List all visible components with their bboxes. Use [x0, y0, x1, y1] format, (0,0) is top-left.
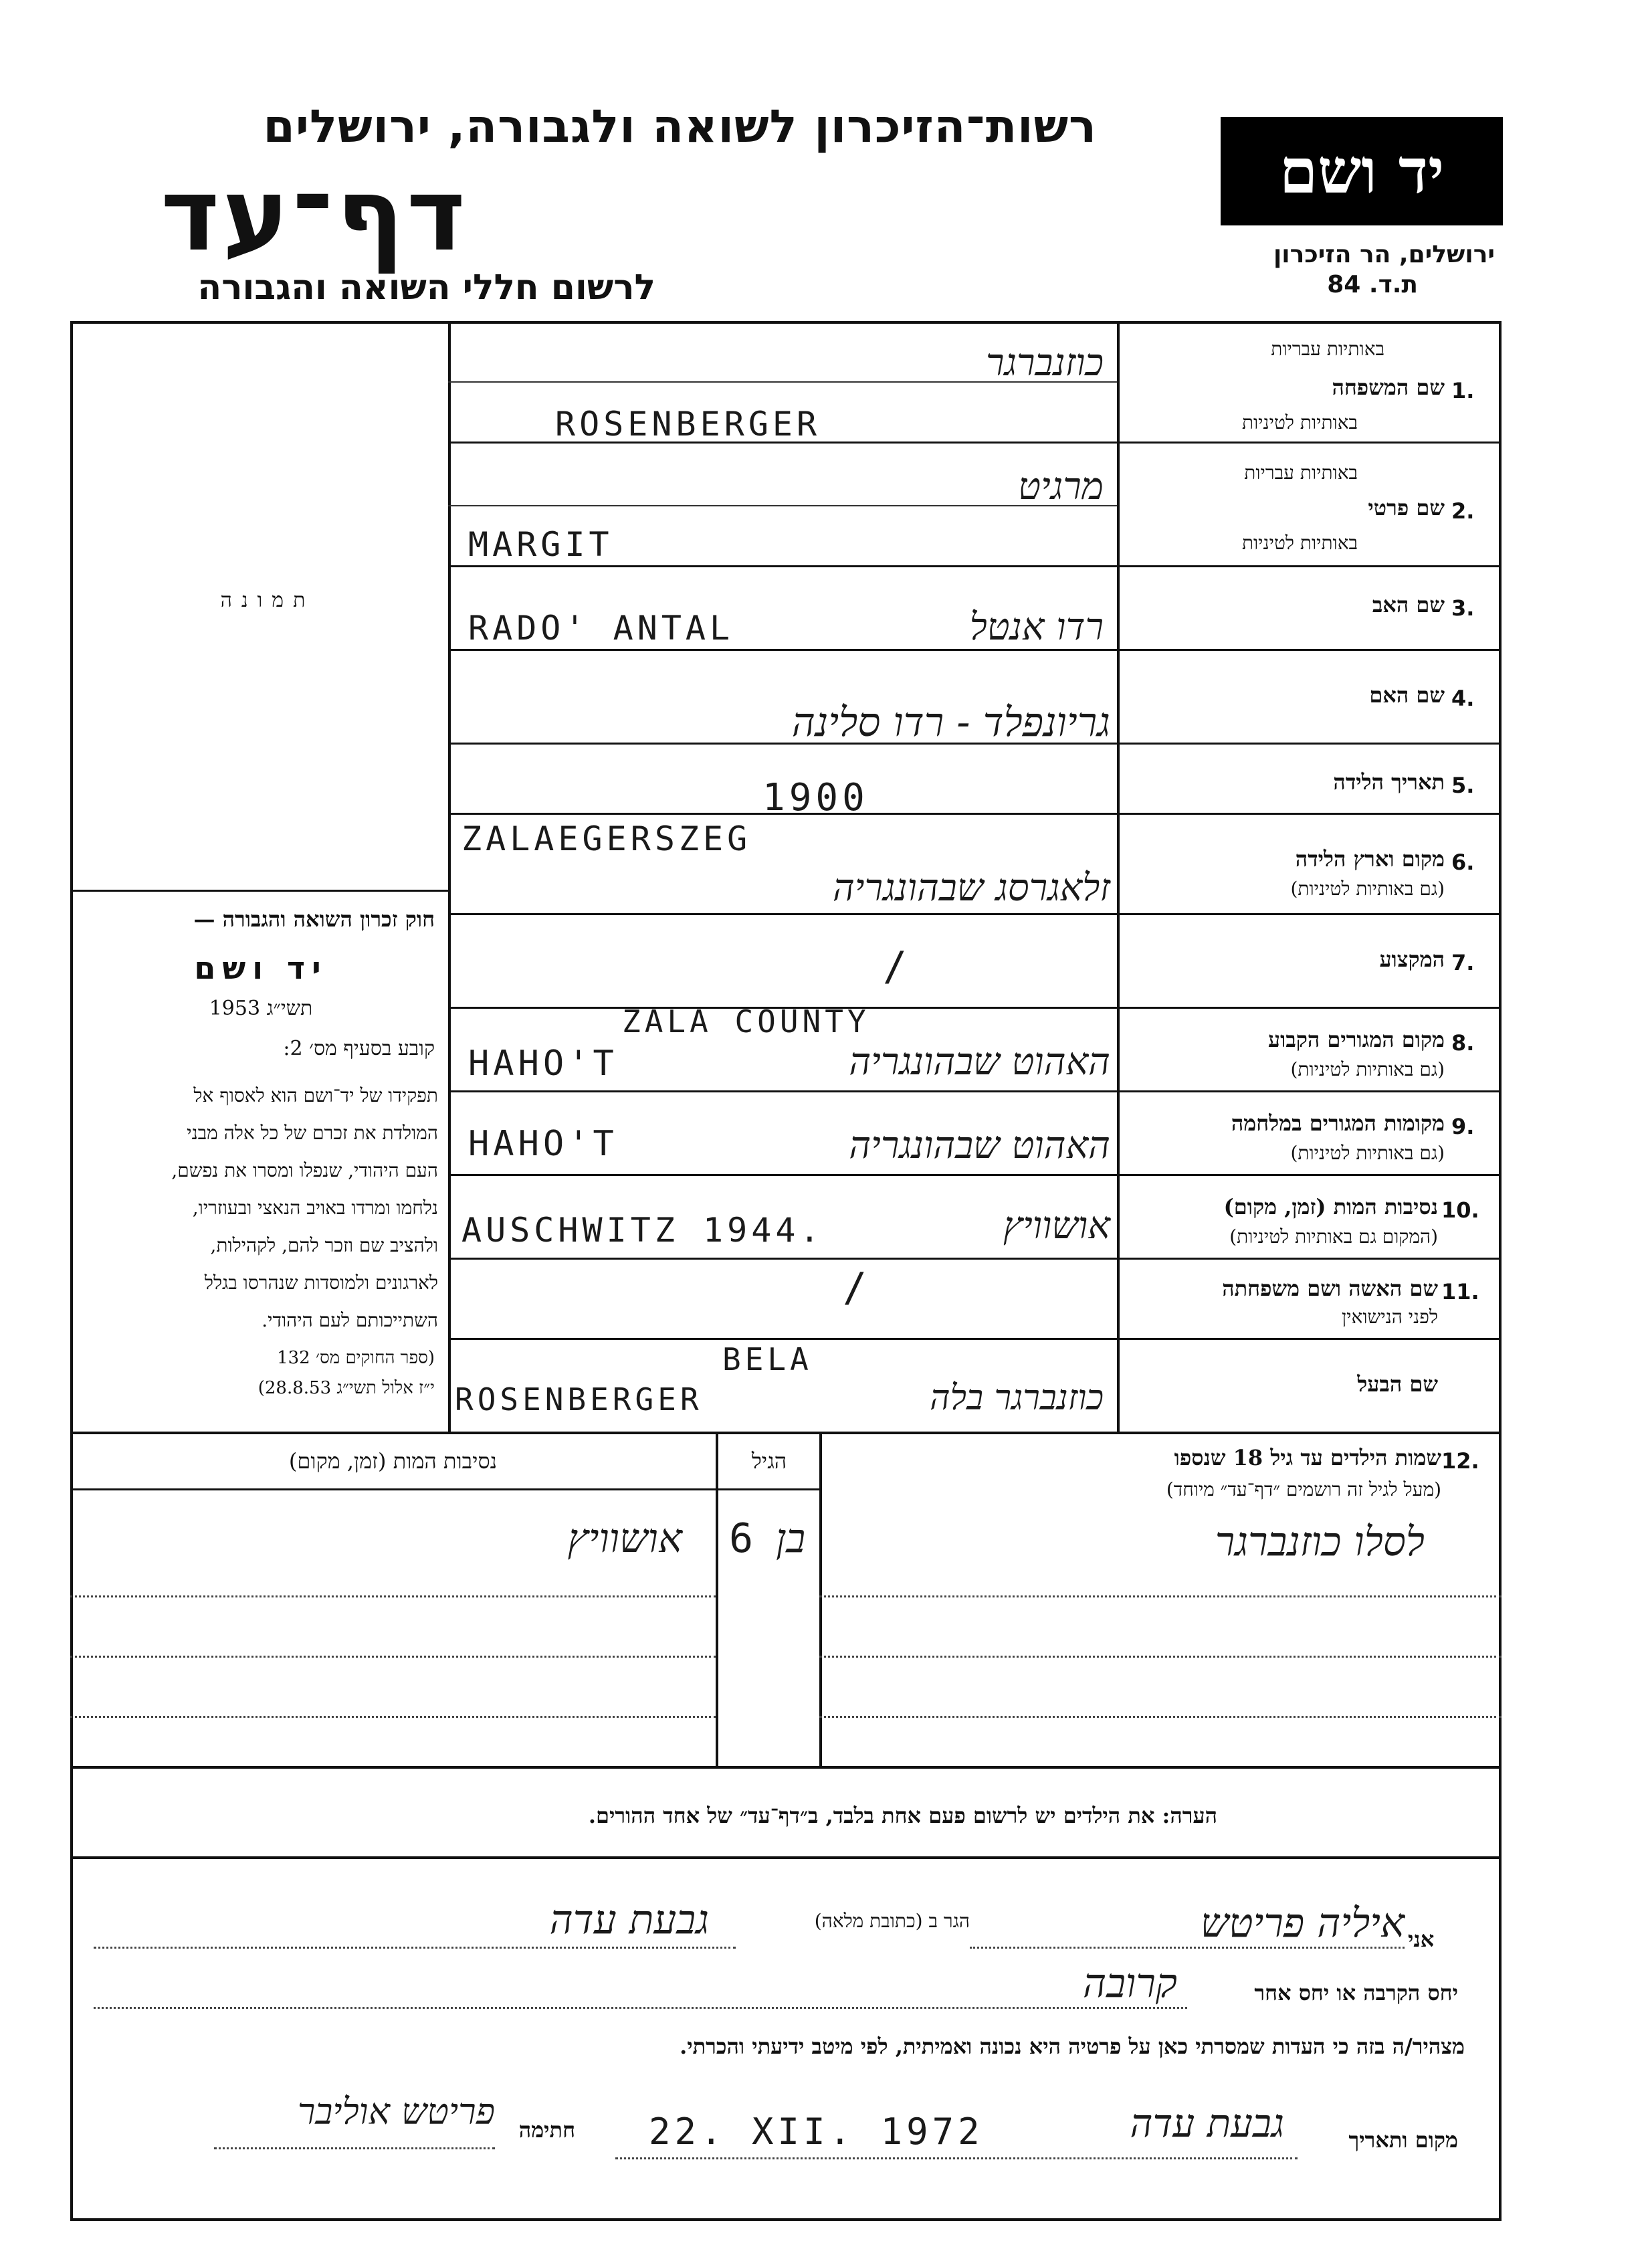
declaration-date: 22. XII. 1972	[649, 2111, 984, 2153]
value-father-name-hebrew: רדו אנטל	[969, 605, 1104, 649]
children-row-line	[819, 1595, 1502, 1597]
child-death: אושוויץ	[567, 1515, 682, 1562]
row-number-8: 8.	[1451, 1030, 1475, 1056]
law-line: השתייכותם לעם היהודי.	[262, 1309, 438, 1331]
child-name: לסלו כוזנברגר	[1215, 1519, 1425, 1565]
value-wife-maiden-name: /	[843, 1264, 871, 1311]
death-header: נסיבות המות (זמן, מקום)	[288, 1448, 498, 1474]
value-birth-place-latin: ZALAEGERSZEG	[461, 819, 752, 858]
row-number-1: 1.	[1451, 378, 1475, 403]
label-mother-name: שם האם	[1369, 682, 1445, 708]
row-number-2: 2.	[1451, 498, 1475, 524]
law-line: ולהציב שם וזכר להם, לקהילות,	[210, 1234, 438, 1256]
child-age-unit: בן	[776, 1515, 806, 1562]
value-profession: /	[883, 943, 912, 990]
children-table-bottom	[70, 1766, 1502, 1769]
note-divider	[70, 1856, 1502, 1859]
value-wartime-residence-hebrew: האהוט שבהונגריה	[849, 1124, 1110, 1167]
children-row-line	[819, 1656, 1502, 1658]
latin-letters-tag: באותיות לטיניות	[1241, 532, 1358, 554]
photo-label: תמונה	[220, 589, 315, 612]
children-header-line	[716, 1488, 819, 1490]
value-permanent-residence-hebrew: האהוט שבהונגריה	[849, 1040, 1110, 1084]
signature-line	[214, 2147, 495, 2149]
law-line: העם היהודי, שנפלו ומסרו את נפשם,	[171, 1159, 438, 1181]
law-line: לארגונים ולמוסדות שנהרסו בגלל	[204, 1272, 438, 1294]
row-number-10: 10.	[1441, 1197, 1479, 1223]
law-year: תשי״ג 1953	[209, 997, 313, 1020]
label-birth-date: תאריך הלידה	[1333, 769, 1445, 795]
value-husband-name-hebrew: כוזנברגר בלה	[930, 1378, 1104, 1418]
row-line	[448, 649, 1502, 651]
logo-text: יד ושם	[1279, 135, 1445, 207]
latin-note: לפני הנישואין	[1342, 1306, 1438, 1328]
law-clause: קובע בסעיף מס׳ 2:	[283, 1037, 435, 1060]
label-birth-place: מקום וארץ הלידה	[1295, 846, 1445, 872]
row-line	[70, 1432, 1502, 1434]
row-number-7: 7.	[1451, 950, 1475, 975]
value-family-name-hebrew: כוזנברגר	[985, 341, 1104, 385]
declarant-name: איליה פריטש	[1200, 1900, 1405, 1947]
children-label: שמות הילדים עד גיל 18 שנספו	[1174, 1445, 1441, 1470]
address-line-1: ירושלים, הר הזיכרון	[1273, 241, 1495, 268]
yad-vashem-logo	[1221, 117, 1503, 225]
hebrew-letters-tag: באותיות עבריות	[1271, 338, 1384, 360]
law-reference-2: י״ז אלול תשי״ג 28.8.53)	[257, 1378, 435, 1398]
label-family-name: שם המשפחה	[1332, 375, 1445, 400]
children-note: (מעל לגיל זה רושמים ״דף־עד״ מיוחד)	[1166, 1478, 1441, 1500]
children-row-line	[70, 1716, 716, 1718]
age-header: הגיל	[751, 1448, 787, 1474]
row-number-4: 4.	[1451, 686, 1475, 711]
row-number-9: 9.	[1451, 1114, 1475, 1139]
law-text	[80, 1077, 438, 1339]
latin-note: (גם באותיות לטיניות)	[1290, 1142, 1445, 1164]
row-line	[448, 1258, 1502, 1260]
place-date-label: מקום ותאריך	[1348, 2127, 1458, 2153]
value-family-name-latin: ROSENBERGER	[555, 405, 821, 444]
children-row-number: 12.	[1441, 1448, 1479, 1474]
row-number-11: 11.	[1441, 1279, 1479, 1304]
row-line	[448, 813, 1502, 815]
value-husband-name-latin: ROSENBERGER	[455, 1381, 703, 1418]
row-number-6: 6.	[1451, 850, 1475, 875]
row-line	[448, 1338, 1502, 1340]
row-line	[448, 565, 1502, 567]
label-father-name: שם האב	[1372, 592, 1445, 617]
value-birth-date: 1900	[762, 776, 869, 819]
label-profession: המקצוע	[1379, 947, 1445, 972]
label-wife-maiden-name: שם האשה ושם משפחתה	[1222, 1276, 1438, 1301]
children-header-line	[70, 1488, 716, 1490]
law-title: חוק זכרון השואה והגבורה —	[193, 906, 435, 932]
value-death-hebrew: אושוויץ	[1003, 1204, 1110, 1248]
law-line: נלחמו ומרדו באויב הנאצי ובעוזריו,	[192, 1197, 438, 1219]
form-title: דף־עד	[161, 157, 468, 274]
label-first-name: שם פרטי	[1368, 495, 1445, 520]
row-line	[448, 913, 1502, 915]
label-wartime-residence: מקומות המגורים במלחמה	[1231, 1110, 1445, 1136]
law-line: תפקידו של יד־ושם הוא לאסוף אל	[193, 1084, 438, 1106]
children-row-line	[819, 1716, 1502, 1718]
latin-note: (גם באותיות לטיניות)	[1290, 878, 1445, 900]
resides-label: הגר ב (כתובת מלאה)	[814, 1910, 970, 1932]
value-husband-first-name: BELA	[722, 1341, 813, 1377]
declarant-signature: פריטש אוליבר	[297, 2090, 495, 2133]
law-reference-1: (ספר החוקים מס׳ 132	[277, 1348, 435, 1368]
children-row-line	[70, 1595, 716, 1597]
child-age: 6	[729, 1515, 758, 1562]
declaration-place: גבעת עדה	[1130, 2101, 1284, 2146]
label-death-circumstances: נסיבות המות (זמן, מקום)	[1223, 1194, 1438, 1219]
row-line	[448, 1174, 1502, 1176]
value-death-latin: AUSCHWITZ 1944.	[461, 1211, 824, 1250]
divider-left-panel	[448, 321, 451, 1432]
address-line-2: ת.ד. 84	[1327, 271, 1418, 298]
value-birth-place-hebrew: זלאגרסג שבהונגריה	[832, 866, 1110, 910]
row-line	[448, 1090, 1502, 1092]
latin-note: (המקום גם באותיות לטיניות)	[1229, 1226, 1438, 1248]
latin-letters-tag: באותיות לטיניות	[1241, 411, 1358, 433]
relation-label: יחס הקרבה או יחס אחר	[1254, 1980, 1458, 2006]
law-line: המולדת את זכרם של כל אלה מבני	[187, 1122, 438, 1144]
children-note-remark: הערה: את הילדים יש לרשום פעם אחת בלבד, ב״דף־עד״ של אחד ההורים.	[588, 1803, 1217, 1828]
declaration-statement: מצהיר/ה בזה כי העדות שמסרתי כאן על פרטיה היא נכונה ואמיתית, לפי מיטב ידיעתי והכרתי.	[680, 2034, 1465, 2059]
value-mother-name: גריונפלד - רדו סלינה	[791, 699, 1110, 746]
place-date-line	[615, 2157, 1298, 2159]
children-row-line	[70, 1656, 716, 1658]
divider-label-col	[1117, 321, 1120, 1432]
value-county: ZALA COUNTY	[622, 1003, 870, 1040]
declarant-line	[970, 1947, 1405, 1949]
row-number-5: 5.	[1451, 773, 1475, 798]
authority-title: רשות־הזיכרון לשואה ולגבורה, ירושלים	[263, 100, 1097, 153]
value-first-name-hebrew: מרגיט	[1018, 465, 1104, 508]
hebrew-letters-tag: באותיות עבריות	[1244, 462, 1358, 484]
value-permanent-residence-latin: HAHO'T	[468, 1044, 618, 1084]
value-wartime-residence-latin: HAHO'T	[468, 1124, 618, 1164]
declaration-i-prefix: אני	[1408, 1927, 1435, 1952]
relation-line	[94, 2007, 1187, 2009]
value-father-name-latin: RADO' ANTAL	[468, 609, 734, 648]
children-divider-age	[716, 1432, 718, 1766]
row-line	[448, 1007, 1502, 1009]
latin-note: (גם באותיות לטיניות)	[1290, 1058, 1445, 1080]
label-husband-name: שם הבעל	[1357, 1371, 1438, 1397]
relation-value: קרובה	[1082, 1960, 1177, 2007]
label-permanent-residence: מקום המגורים הקבוע	[1268, 1027, 1445, 1052]
value-first-name-latin: MARGIT	[468, 525, 613, 564]
declarant-address: גבעת עדה	[549, 1896, 709, 1943]
form-subtitle: לרשום חללי השואה והגבורה	[197, 268, 655, 308]
photo-divider	[70, 890, 448, 892]
row-number-3: 3.	[1451, 595, 1475, 621]
signature-label: חתימה	[518, 2117, 575, 2143]
law-name: יד ושם	[194, 950, 328, 986]
address-line	[94, 1947, 736, 1949]
